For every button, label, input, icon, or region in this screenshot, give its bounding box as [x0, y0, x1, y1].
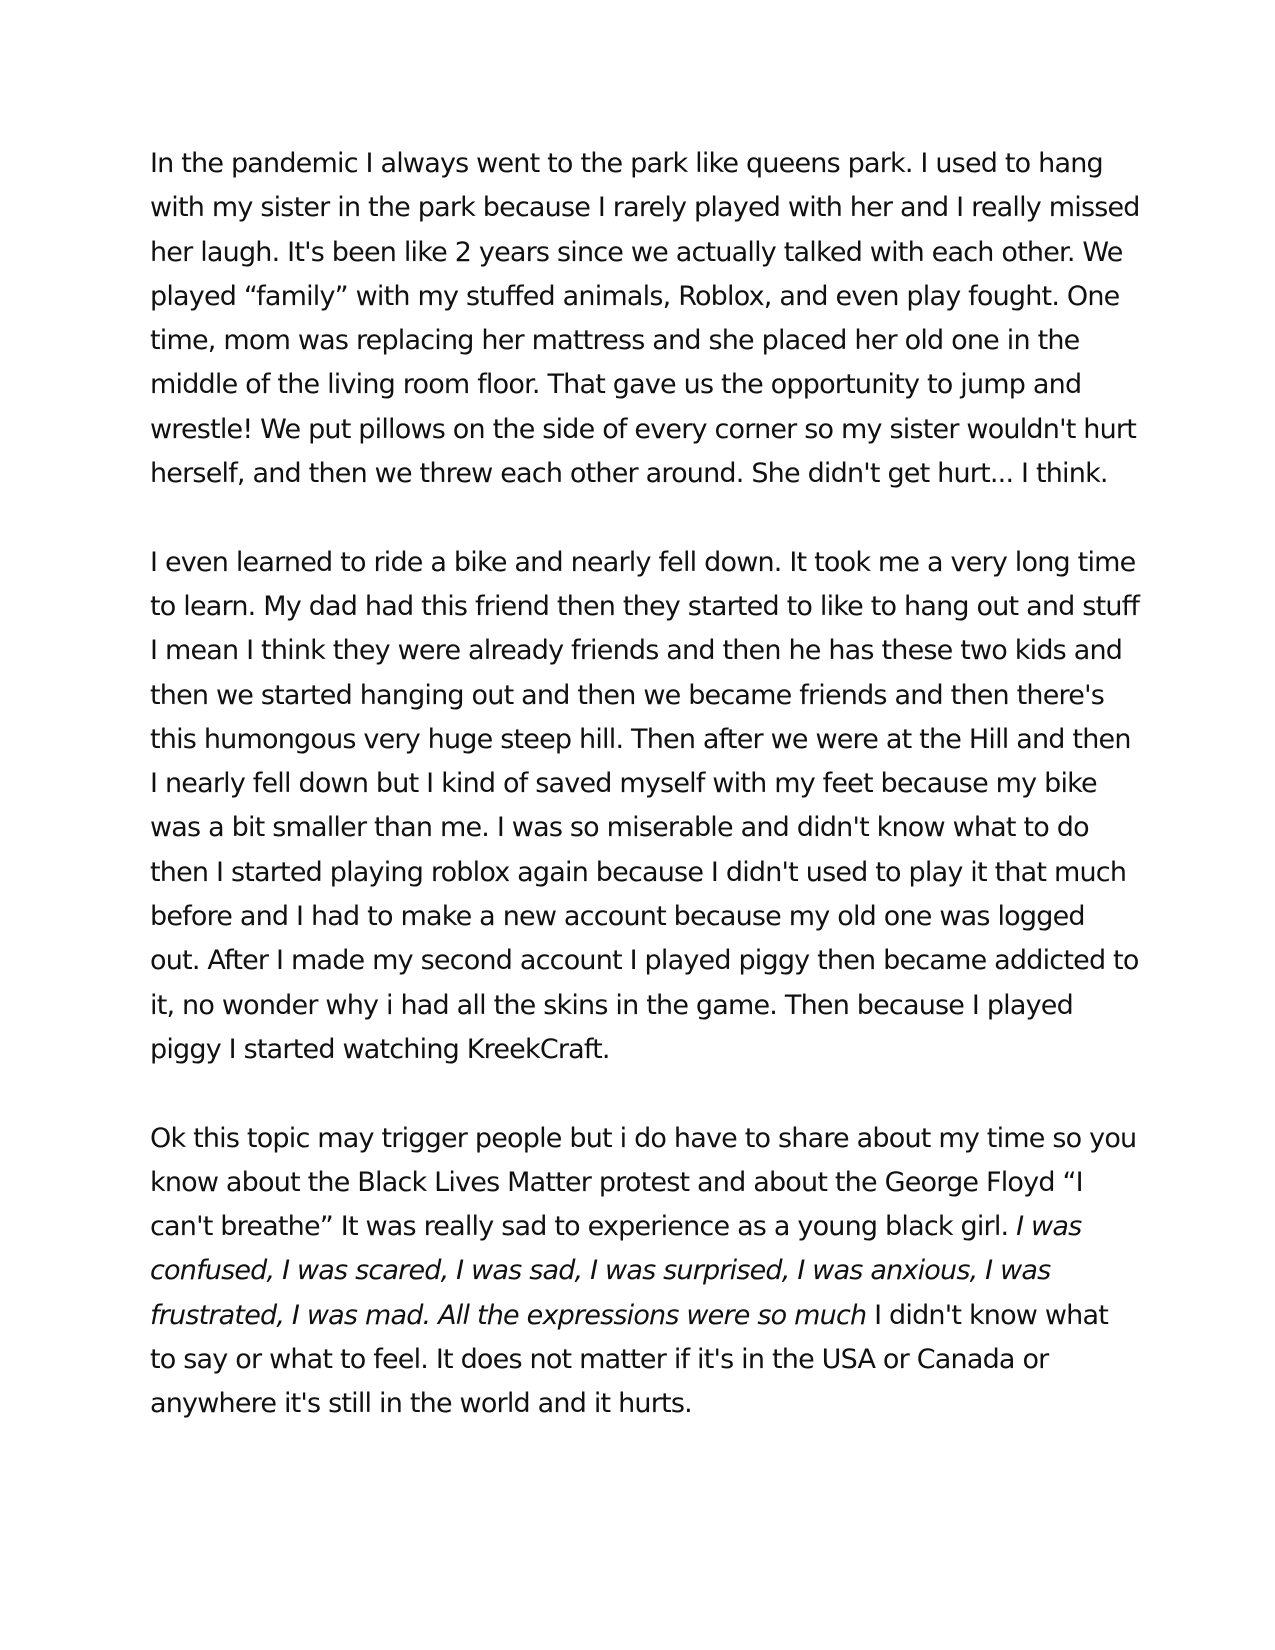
document-body — [150, 142, 1140, 1427]
paragraph-text-italic-feelings: I was confused, I was scared, I was sad, I was surprised, I was anxious, I was frustrated, I was mad. All the expressions were so much — [150, 1211, 1082, 1331]
paragraph-pandemic-park: In the pandemic I always went to the park like queens park. I used to hang with my sister in the park because I rarely played with her and I really missed her laugh. It's been like 2 years since we actually talked with each other. We played “family” with my stuffed animals, Roblox, and even play fought. One time, mom was replacing her mattress and she placed her old one in the middle of the living room floor. That gave us the opportunity to jump and wrestle! We put pillows on the side of every corner so my sister wouldn't hurt herself, and then we threw each other around. She didn't get hurt... I think. — [150, 148, 1140, 490]
paragraph-text-regular-end: I didn't know what to say or what to feel. It does not matter if it's in the USA or Canada or anywhere it's still in the world and it hurts. — [150, 1299, 1108, 1420]
paragraph-text-regular-start: Ok this topic may trigger people but i do have to share about my time so you know about the Black Lives Matter protest and about the George Floyd “I can't breathe” It was really sad to experience as a young black girl. — [150, 1122, 1137, 1243]
paragraph-bike-roblox: I even learned to ride a bike and nearly fell down. It took me a very long time to learn. My dad had this friend then they started to like to hang out and stuff I mean I think they were already friends and then he has these two kids and then we started hanging out and then we became friends and then there's this humongous very huge steep hill. Then after we were at the Hill and then I nearly fell down but I kind of saved myself with my feet because my bike was a bit smaller than me. I was so miserable and didn't know what to do then I started playing roblox again because I didn't used to play it that much before and I had to make a new account because my old one was logged out. After I made my second account I played piggy then became addicted to it, no wonder why i had all the skins in the game. Then because I played piggy I started watching KreekCraft. — [150, 546, 1140, 1065]
paragraph-black-lives-matter — [150, 1117, 1140, 1427]
